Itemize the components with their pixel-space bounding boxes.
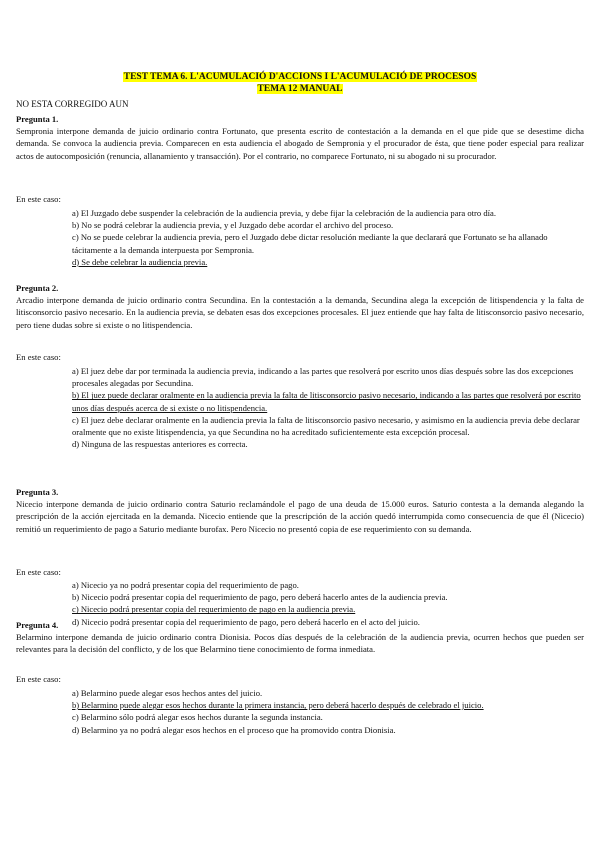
option-c: c) No se puede celebrar la audiencia previa, pero el Juzgado debe dictar resolución mediante la que declarará que Fortunato se ha allanado tácitamente a la demanda interpuesta por Sempronia.: [72, 232, 548, 255]
case-intro: En este caso:: [16, 567, 61, 577]
question-label: Pregunta 3.: [16, 487, 59, 497]
option-a: a) Nicecio ya no podrá presentar copia del requerimiento de pago.: [72, 580, 299, 590]
question-label: Pregunta 2.: [16, 283, 59, 293]
question-3: [16, 486, 584, 535]
option-c-underlined: c) Nicecio podrá presentar copia del requerimiento de pago en la audiencia previa.: [72, 604, 356, 615]
document-subtitle: TEMA 12 MANUAL: [257, 84, 343, 94]
question-text: Belarmino interpone demanda de juicio ordinario contra Dionisia. Pocos días después de la celebración de la audiencia previa, ocurren hechos que pueden ser relevantes para la decisión del conflicto, y de los que Belarmino tiene conocimiento de forma inmediata.: [16, 632, 584, 655]
option-b-underlined: b) Belarmino puede alegar esos hechos durante la primera instancia, pero deberá hacerlo después de celebrado el juicio.: [72, 700, 484, 711]
option-d: d) Belarmino ya no podrá alegar esos hechos en el proceso que ha promovido contra Dionisia.: [72, 724, 396, 735]
question-text: Sempronia interpone demanda de juicio ordinario contra Fortunato, que presenta escrito de contestación a la demanda en el que pide que se desestime dicha demanda. Se convoca la audiencia previa. Comparecen en esta audiencia el abogado de Sempronia y el procurador de ésta, que tiene poder especial para realizar actos de autocomposición (renuncia, allanamiento y transacción). Por el contrario, no comparece Fortunato, ni su abogado ni su procurador.: [16, 126, 584, 161]
option-b: b) Nicecio podrá presentar copia del requerimiento de pago, pero deberá hacerlo antes de la audiencia previa.: [72, 592, 448, 603]
case-intro: En este caso:: [16, 674, 61, 684]
option-list: [72, 365, 588, 450]
option-d: d) Ninguna de las respuestas anteriores es correcta.: [72, 439, 248, 450]
question-text: Nicecio interpone demanda de juicio ordinario contra Saturio reclamándole el pago de una deuda de 15.000 euros. Saturio contesta a la demanda alegando la prescripción de la acción ejercitada en la demanda. Nicecio entiende que la prescripción de la acción quedó interrumpida como consecuencia de que él (Nicecio) remitió un requerimiento de pago a Saturio mediante burofax. Pero Nicecio no presentó copia de ese requerimiento con su demanda.: [16, 499, 584, 534]
option-d-underlined: d) Se debe celebrar la audiencia previa.: [72, 256, 208, 267]
option-c: c) El juez debe declarar oralmente en la audiencia previa la falta de litisconsorcio pasivo necesario, y asimismo en la audiencia previa debe declarar oralmente que no existe litispendencia, ya que Secundina no ha acreditado suficientemente esta excepción procesal.: [72, 414, 580, 438]
option-d: d) Nicecio podrá presentar copia del requerimiento de pago, pero deberá hacerlo en el acto del juicio.: [72, 616, 420, 627]
question-2: [16, 282, 584, 331]
option-b: b) No se podrá celebrar la audiencia previa, y el Juzgado debe acordar el archivo del proceso.: [72, 220, 394, 231]
case-intro: En este caso:: [16, 194, 61, 204]
question-4: [16, 619, 584, 656]
question-label: Pregunta 1.: [16, 114, 59, 124]
option-list: [72, 207, 588, 268]
status-note: NO ESTA CORREGIDO AUN: [16, 99, 129, 109]
option-a: a) El juez debe dar por terminada la audiencia previa, indicando a las partes que resolverá por escrito unos días después sobre las dos excepciones procesales alegadas por Secundina.: [72, 366, 574, 389]
option-a: a) El Juzgado debe suspender la celebración de la audiencia previa, y debe fijar la celebración de la audiencia para otro día.: [72, 208, 496, 218]
question-1: [16, 113, 584, 162]
case-intro: En este caso:: [16, 352, 61, 362]
option-a: a) Belarmino puede alegar esos hechos antes del juicio.: [72, 688, 263, 698]
option-b-underlined: b) El juez puede declarar oralmente en la audiencia previa la falta de litisconsorcio pasivo necesario, indicando a las partes que resolverá por escrito unos días después acerca de si existe o no litispendencia.: [72, 390, 581, 413]
option-c: c) Belarmino sólo podrá alegar esos hechos durante la segunda instancia.: [72, 712, 323, 723]
question-label: Pregunta 4.: [16, 620, 59, 630]
document-title: TEST TEMA 6. L'ACUMULACIÓ D'ACCIONS I L'ACUMULACIÓ DE PROCESOS: [123, 72, 477, 82]
question-text: Arcadio interpone demanda de juicio ordinario contra Secundina. En la contestación a la demanda, Secundina alega la excepción de litispendencia y la falta de litisconsorcio pasivo necesario. En la audiencia previa, se debaten esas dos excepciones procesales. El juez entiende que hay falta de litisconsorcio pasivo necesario, pero tiene dudas sobre si existe o no litispendencia.: [16, 295, 584, 330]
option-list: [72, 687, 588, 736]
